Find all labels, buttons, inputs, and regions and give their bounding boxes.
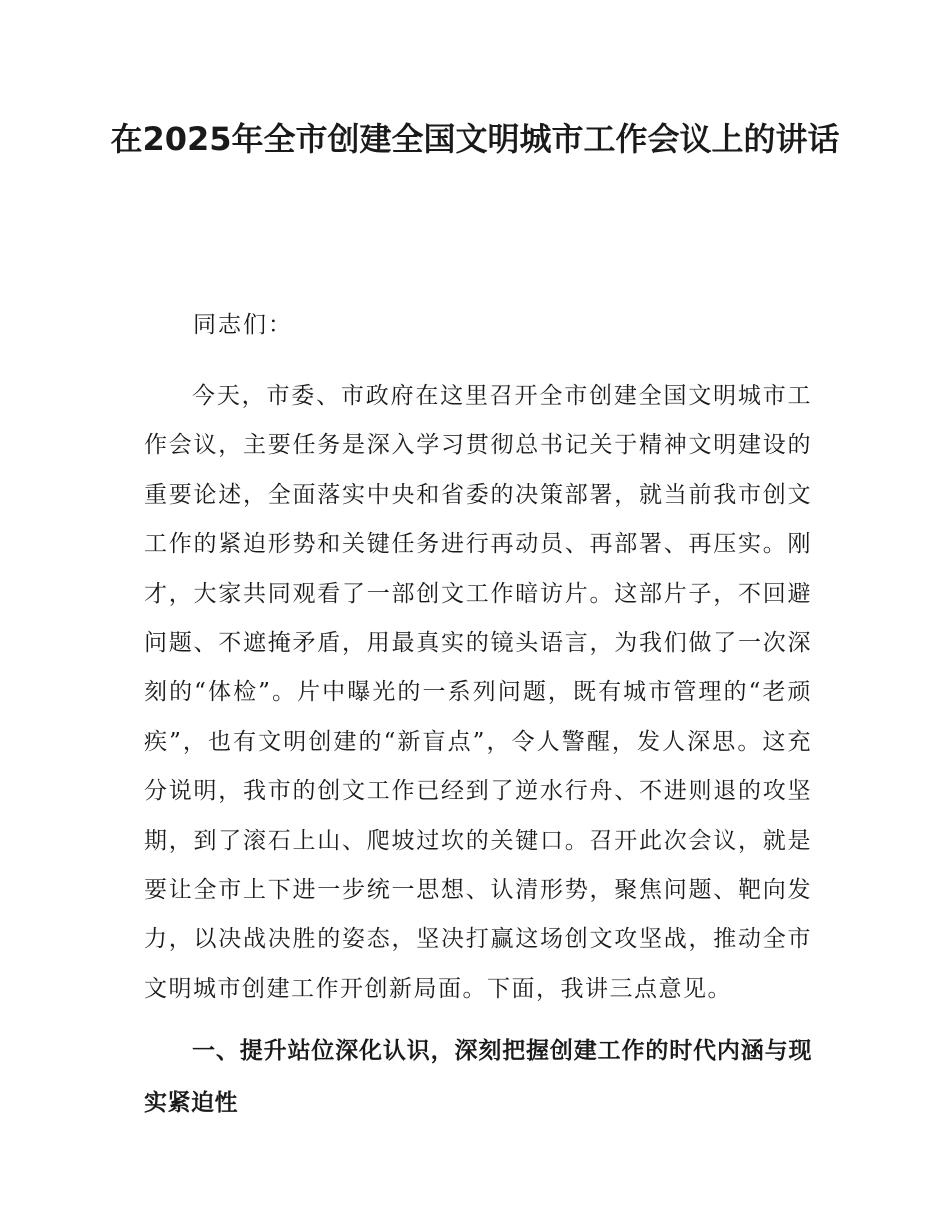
salutation: 同志们： — [193, 312, 293, 338]
document-title: 在2025年全市创建全国文明城市工作会议上的讲话 — [110, 120, 840, 158]
body-paragraph: 今天，市委、市政府在这里召开全市创建全国文明城市工作会议，主要任务是深入学习贯彻总书记关于精神文明建设的重要论述，全面落实中央和省委的决策部署，就当前我市创文工作的紧迫形势和关键任务进行再动员、再部署、再压实。刚才，大家共同观看了一部创文工作暗访片。这部片子，不回避问题、不遮掩矛盾，用最真实的镜头语言，为我们做了一次深刻的“体检”。片中曝光的一系列问题，既有城市管理的“老顽疾”，也有文明创建的“新盲点”，令人警醒，发人深思。这充分说明，我市的创文工作已经到了逆水行舟、不进则退的攻坚期，到了滚石上山、爬坡过坎的关键口。召开此次会议，就是要让全市上下进一步统一思想、认清形势，聚焦问题、靶向发力，以决战决胜的姿态，坚决打赢这场创文攻坚战，推动全市文明城市创建工作开创新局面。下面，我讲三点意见。 — [144, 383, 812, 1002]
section-heading: 一、提升站位深化认识，深刻把握创建工作的时代内涵与现实紧迫性 — [144, 1038, 812, 1116]
